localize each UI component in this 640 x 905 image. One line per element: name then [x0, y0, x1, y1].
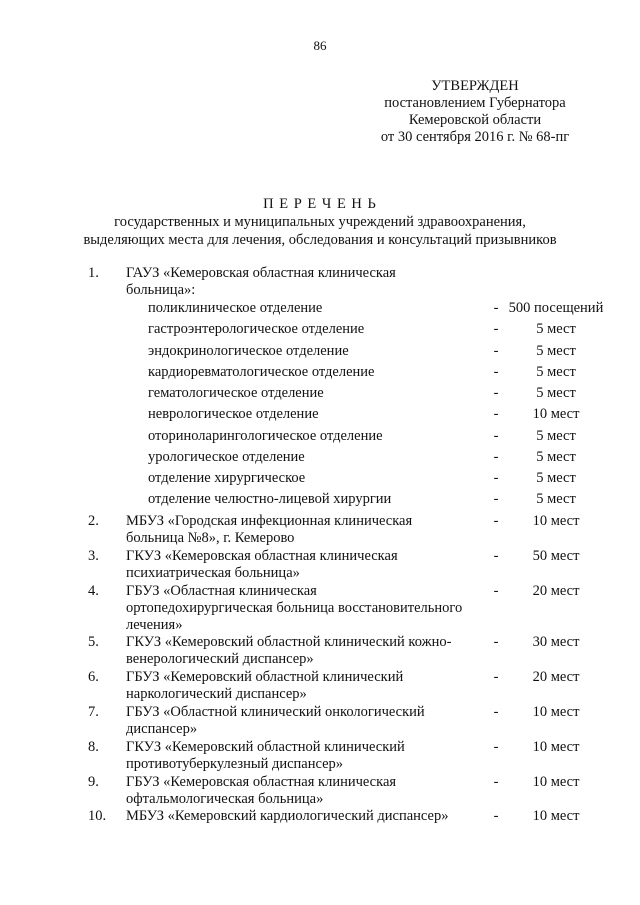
department-name: отделение челюстно-лицевой хирургии	[148, 491, 392, 507]
department-name: отделение хирургическое	[148, 470, 306, 486]
dash-separator: -	[493, 449, 499, 465]
department-quota: 5 мест	[536, 364, 576, 380]
department-name: неврологическое отделение	[148, 406, 319, 422]
department-quota: 5 мест	[536, 385, 576, 401]
dash-separator: -	[493, 774, 499, 790]
item-name-line: ГКУЗ «Кемеровская областная клиническая	[126, 548, 398, 564]
dash-separator: -	[493, 300, 499, 316]
dash-separator: -	[493, 704, 499, 720]
item-name-line: венерологический диспансер»	[126, 651, 314, 667]
dash-separator: -	[493, 634, 499, 650]
item-name-line: ГБУЗ «Кемеровский областной клинический	[126, 669, 404, 685]
approval-line-2: Кемеровской области	[408, 112, 542, 128]
item-number: 4.	[88, 583, 99, 599]
item-quota: 10 мест	[532, 704, 580, 720]
department-quota: 5 мест	[536, 428, 576, 444]
department-name: поликлиническое отделение	[148, 300, 323, 316]
item-quota: 50 мест	[532, 548, 580, 564]
item-name-line: ГАУЗ «Кемеровская областная клиническая	[126, 265, 396, 281]
dash-separator: -	[493, 669, 499, 685]
dash-separator: -	[493, 385, 499, 401]
item-number: 7.	[88, 704, 99, 720]
document-title: П Е Р Е Ч Е Н Ь	[263, 196, 377, 212]
dash-separator: -	[493, 321, 499, 337]
department-quota: 5 мест	[536, 470, 576, 486]
item-quota: 20 мест	[532, 583, 580, 599]
department-name: эндокринологическое отделение	[148, 343, 349, 359]
department-name: гастроэнтерологическое отделение	[148, 321, 365, 337]
item-name-line: офтальмологическая больница»	[126, 791, 324, 807]
item-name-line: МБУЗ «Кемеровский кардиологический диспансер»	[126, 808, 449, 824]
item-number: 9.	[88, 774, 99, 790]
dash-separator: -	[493, 739, 499, 755]
dash-separator: -	[493, 548, 499, 564]
item-quota: 20 мест	[532, 669, 580, 685]
department-quota: 5 мест	[536, 491, 576, 507]
item-number: 1.	[88, 265, 99, 281]
item-quota: 10 мест	[532, 739, 580, 755]
department-name: гематологическое отделение	[148, 385, 324, 401]
dash-separator: -	[493, 470, 499, 486]
title-line-2: выделяющих места для лечения, обследования и консультаций призывников	[83, 232, 557, 248]
dash-separator: -	[493, 406, 499, 422]
item-number: 6.	[88, 669, 99, 685]
page-number: 86	[313, 38, 327, 53]
item-name-line: психиатрическая больница»	[126, 565, 300, 581]
item-name-line: ГБУЗ «Областной клинический онкологический	[126, 704, 425, 720]
dash-separator: -	[493, 808, 499, 824]
dash-separator: -	[493, 583, 499, 599]
item-number: 8.	[88, 739, 99, 755]
item-number: 3.	[88, 548, 99, 564]
department-quota: 5 мест	[536, 449, 576, 465]
approval-line-1: постановлением Губернатора	[384, 95, 566, 111]
dash-separator: -	[493, 343, 499, 359]
department-name: урологическое отделение	[148, 449, 305, 465]
dash-separator: -	[493, 428, 499, 444]
item-name-line: диспансер»	[126, 721, 198, 737]
item-quota: 30 мест	[532, 634, 580, 650]
item-number: 5.	[88, 634, 99, 650]
item-quota: 10 мест	[532, 513, 580, 529]
approval-heading: УТВЕРЖДЕН	[431, 78, 519, 94]
department-quota: 10 мест	[532, 406, 580, 422]
item-name-line: больница»:	[126, 282, 196, 298]
item-name-line: ГБУЗ «Кемеровская областная клиническая	[126, 774, 397, 790]
department-quota: 500 посещений	[508, 300, 604, 316]
dash-separator: -	[493, 491, 499, 507]
item-name-line: лечения»	[126, 617, 183, 633]
item-name-line: МБУЗ «Городская инфекционная клиническая	[126, 513, 413, 529]
item-name-line: ГКУЗ «Кемеровский областной клинический кожно-	[126, 634, 452, 650]
title-line-1: государственных и муниципальных учреждений здравоохранения,	[114, 214, 526, 230]
dash-separator: -	[493, 364, 499, 380]
department-name: оториноларингологическое отделение	[148, 428, 383, 444]
item-name-line: ортопедохирургическая больница восстановительного	[126, 600, 463, 616]
item-quota: 10 мест	[532, 808, 580, 824]
item-name-line: больница №8», г. Кемерово	[126, 530, 295, 546]
department-quota: 5 мест	[536, 321, 576, 337]
item-name-line: ГКУЗ «Кемеровский областной клинический	[126, 739, 405, 755]
dash-separator: -	[493, 513, 499, 529]
item-quota: 10 мест	[532, 774, 580, 790]
item-number: 2.	[88, 513, 99, 529]
item-name-line: наркологический диспансер»	[126, 686, 307, 702]
item-number: 10.	[88, 808, 107, 824]
department-quota: 5 мест	[536, 343, 576, 359]
department-name: кардиоревматологическое отделение	[148, 364, 375, 380]
approval-line-3: от 30 сентября 2016 г. № 68-пг	[380, 129, 570, 145]
item-name-line: ГБУЗ «Областная клиническая	[126, 583, 317, 599]
item-name-line: противотуберкулезный диспансер»	[126, 756, 344, 772]
